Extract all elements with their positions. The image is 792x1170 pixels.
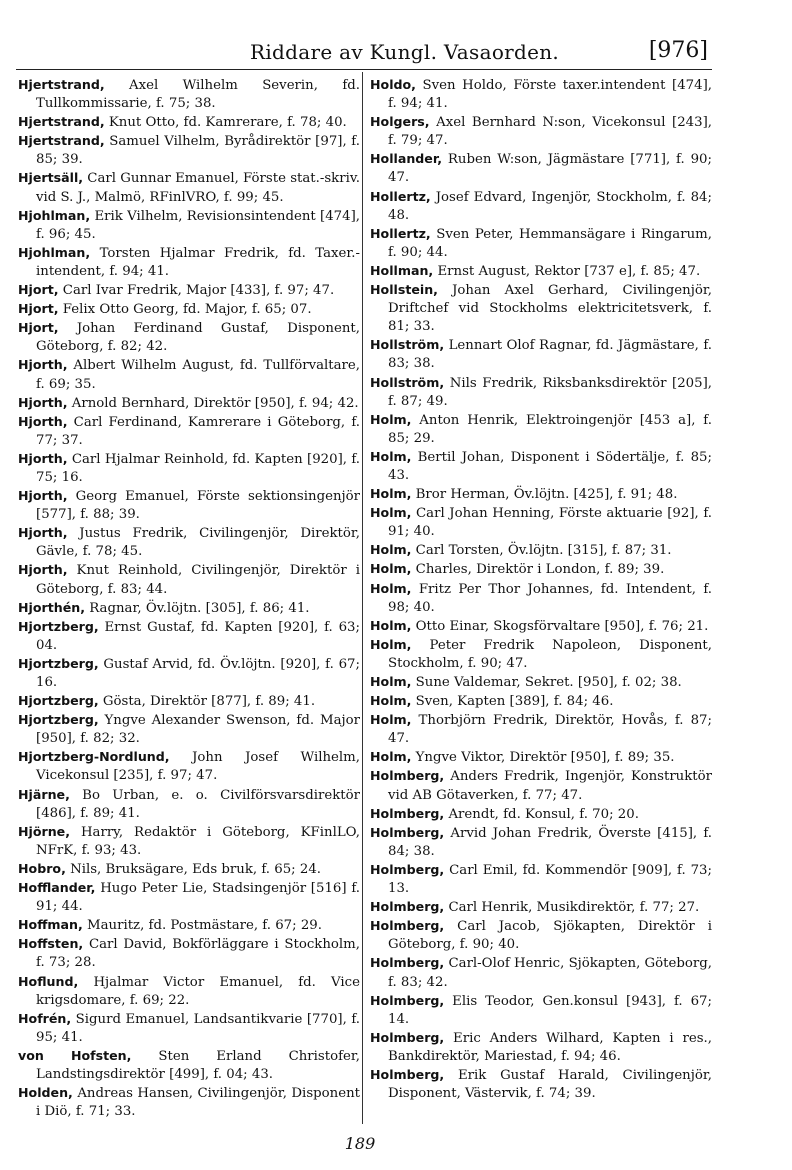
- entry-details: Otto Einar, Skogsförvaltare [950], f. 76; 21.: [415, 618, 709, 634]
- entry-surname: Hjorth,: [18, 450, 68, 466]
- entry-details: Carl Henrik, Musikdirektör, f. 77; 27.: [448, 900, 700, 916]
- register-entry: [370, 580, 712, 617]
- entry-surname: Holmberg,: [370, 899, 445, 915]
- entry-details: Arnold Bernhard, Direktör [950], f. 94; 42.: [71, 395, 359, 411]
- register-entry: [370, 711, 712, 748]
- entry-surname: Holm,: [370, 411, 412, 427]
- register-entry: [18, 76, 360, 113]
- entry-surname: Hjortzberg,: [18, 655, 99, 671]
- register-entry: [18, 973, 360, 1010]
- entry-details: Carl Ferdinand, Kamrerare i Göteborg, f. 77; 37.: [36, 414, 360, 448]
- register-entry: [18, 860, 360, 879]
- register-entry: [370, 824, 712, 861]
- entry-surname: Hoflund,: [18, 973, 79, 989]
- register-entry: [370, 861, 712, 898]
- register-entry: [370, 917, 712, 954]
- page-footer: [0, 1134, 720, 1153]
- entry-details: Thorbjörn Fredrik, Direktör, Hovås, f. 87; 47.: [388, 713, 712, 747]
- entry-details: Lennart Olof Ragnar, fd. Jägmästare, f. 83; 38.: [388, 338, 712, 372]
- register-entry: [18, 413, 360, 450]
- register-entry: [370, 113, 712, 150]
- register-entry: [370, 692, 712, 711]
- entry-details: Andreas Hansen, Civilingenjör, Disponent i Diö, f. 71; 33.: [36, 1086, 360, 1120]
- entry-surname: Holmberg,: [370, 955, 445, 971]
- entry-surname: Hjortzberg,: [18, 712, 99, 728]
- entry-surname: Hjorth,: [18, 488, 68, 504]
- entry-details: Anton Henrik, Elektroingenjör [453 a], f. 85; 29.: [388, 412, 712, 446]
- right-column: [370, 76, 712, 1103]
- entry-details: Nils, Bruksägare, Eds bruk, f. 65; 24.: [70, 861, 322, 877]
- register-entry: [370, 188, 712, 225]
- register-entry: [18, 561, 360, 598]
- register-entry: [18, 935, 360, 972]
- register-entry: [370, 748, 712, 767]
- entry-details: Gustaf Arvid, fd. Öv.löjtn. [920], f. 67; 16.: [36, 656, 360, 690]
- entry-surname: Holm,: [370, 486, 412, 502]
- entry-surname: Hjörne,: [18, 823, 71, 839]
- register-entry: [370, 541, 712, 560]
- entry-details: Elis Teodor, Gen.konsul [943], f. 67; 14.: [388, 993, 712, 1027]
- register-entry: [370, 1029, 712, 1066]
- entry-details: Anders Fredrik, Ingenjör, Konstruktör vid AB Götaverken, f. 77; 47.: [388, 769, 712, 803]
- register-entry: [370, 898, 712, 917]
- entry-details: Bror Herman, Öv.löjtn. [425], f. 91; 48.: [415, 487, 678, 503]
- entry-surname: Holm,: [370, 505, 412, 521]
- entry-surname: Holdo,: [370, 77, 416, 92]
- register-entry: [370, 262, 712, 281]
- entry-surname: Hollström,: [370, 337, 445, 353]
- entry-details: Peter Fredrik Napoleon, Disponent, Stockholm, f. 90; 47.: [388, 637, 712, 671]
- register-entry: [370, 636, 712, 673]
- entry-surname: Hjorth,: [18, 394, 68, 410]
- entry-surname: Holm,: [370, 636, 412, 652]
- entry-surname: Holm,: [370, 617, 412, 633]
- entry-surname: Hjorth,: [18, 525, 68, 541]
- entry-surname: Holgers,: [370, 114, 430, 130]
- register-entry: [18, 1084, 360, 1121]
- entry-surname: Holden,: [18, 1085, 73, 1101]
- register-entry: [18, 1047, 360, 1084]
- entry-surname: Hjorth,: [18, 562, 68, 578]
- entry-surname: Hofrén,: [18, 1010, 72, 1026]
- entry-details: Nils Fredrik, Riksbanksdirektör [205], f. 87; 49.: [388, 375, 712, 409]
- entry-surname: Hollertz,: [370, 225, 431, 241]
- entry-surname: Hollström,: [370, 374, 445, 390]
- entry-details: Gösta, Direktör [877], f. 89; 41.: [102, 694, 316, 710]
- register-entry: [18, 319, 360, 356]
- entry-details: Carl Torsten, Öv.löjtn. [315], f. 87; 31.: [415, 543, 672, 559]
- entry-details: Sten Erland Christofer, Landstingsdirektör [499], f. 04; 43.: [36, 1048, 360, 1082]
- register-entry: [18, 450, 360, 487]
- register-entry: [370, 225, 712, 262]
- entry-details: Yngve Alexander Swenson, fd. Major [950], f. 82; 32.: [36, 713, 360, 747]
- column-divider: [362, 72, 363, 1124]
- entry-details: Samuel Vilhelm, Byrådirektör [97], f. 85; 39.: [36, 134, 360, 168]
- entry-details: Eric Anders Wilhard, Kapten i res., Bankdirektör, Mariestad, f. 94; 46.: [388, 1030, 712, 1064]
- entry-details: Bo Urban, e. o. Civilförsvarsdirektör [486], f. 89; 41.: [36, 787, 360, 821]
- entry-details: Johan Ferdinand Gustaf, Disponent, Göteborg, f. 82; 42.: [36, 321, 360, 355]
- register-entry: [370, 76, 712, 113]
- register-entry: [370, 448, 712, 485]
- entry-surname: Hjorth,: [18, 357, 68, 373]
- entry-surname: Holm,: [370, 749, 412, 765]
- register-entry: [370, 805, 712, 824]
- register-entry: [18, 879, 360, 916]
- entry-surname: Hobro,: [18, 860, 66, 876]
- entry-details: Axel Bernhard N:son, Vicekonsul [243], f. 79; 47.: [388, 115, 712, 149]
- left-column: [18, 76, 360, 1121]
- entry-details: Mauritz, fd. Postmästare, f. 67; 29.: [87, 918, 322, 934]
- entry-details: Josef Edvard, Ingenjör, Stockholm, f. 84; 48.: [388, 189, 712, 223]
- entry-surname: Hofflander,: [18, 880, 96, 896]
- register-entry: [370, 150, 712, 187]
- register-entry: [18, 300, 360, 319]
- entry-surname: Holmberg,: [370, 1029, 445, 1045]
- entry-surname: Hoffsten,: [18, 936, 84, 952]
- entry-surname: Hjohlman,: [18, 244, 91, 260]
- register-entry: [18, 487, 360, 524]
- entry-details: Arvid Johan Fredrik, Överste [415], f. 84; 38.: [388, 825, 712, 859]
- entry-surname: Hjorth,: [18, 413, 68, 429]
- entry-surname: Holm,: [370, 674, 412, 689]
- register-entry: [18, 113, 360, 132]
- entry-surname: Holmberg,: [370, 992, 445, 1008]
- entry-surname: Holm,: [370, 448, 412, 464]
- entry-surname: Hjort,: [18, 320, 59, 336]
- register-entry: [18, 711, 360, 748]
- entry-details: Ragnar, Öv.löjtn. [305], f. 86; 41.: [89, 600, 310, 616]
- entry-surname: Hjort,: [18, 282, 59, 298]
- register-entry: [18, 524, 360, 561]
- register-entry: [18, 655, 360, 692]
- register-entry: [370, 485, 712, 504]
- entry-details: Albert Wilhelm August, fd. Tullförvaltare, f. 69; 35.: [36, 358, 360, 392]
- entry-surname: Hjortzberg,: [18, 693, 99, 709]
- register-entry: [18, 618, 360, 655]
- register-entry: [18, 244, 360, 281]
- register-entry: [370, 673, 712, 692]
- entry-details: Sven Peter, Hemmansägare i Ringarum, f. 90; 44.: [388, 226, 712, 260]
- entry-details: Ruben W:son, Jägmästare [771], f. 90; 47.: [388, 152, 712, 186]
- entry-surname: Holmberg,: [370, 1066, 445, 1082]
- entry-details: Johan Axel Gerhard, Civilingenjör, Driftchef vid Stockholms elektricitetsverk, f. 81; 33.: [388, 283, 712, 335]
- register-entry: [18, 823, 360, 860]
- entry-details: Felix Otto Georg, fd. Major, f. 65; 07.: [62, 302, 312, 318]
- entry-details: Carl Hjalmar Reinhold, fd. Kapten [920], f. 75; 16.: [36, 451, 360, 485]
- entry-surname: Holmberg,: [370, 918, 445, 934]
- entry-details: Sven, Kapten [389], f. 84; 46.: [415, 694, 614, 710]
- register-entry: [18, 132, 360, 169]
- entry-details: Carl Jacob, Sjökapten, Direktör i Göteborg, f. 90; 40.: [388, 919, 712, 953]
- entry-surname: Hjortzberg-Nordlund,: [18, 749, 170, 765]
- entry-surname: Hjertstrand,: [18, 133, 105, 149]
- register-entry: [370, 504, 712, 541]
- register-entry: [18, 356, 360, 393]
- entry-surname: Hollertz,: [370, 188, 431, 204]
- entry-details: Carl Johan Henning, Förste aktuarie [92], f. 91; 40.: [388, 506, 712, 540]
- entry-details: Carl David, Bokförläggare i Stockholm, f. 73; 28.: [36, 937, 360, 971]
- entry-surname: von Hofsten,: [18, 1047, 132, 1063]
- entry-surname: Hjertstrand,: [18, 77, 105, 92]
- register-entry: [18, 394, 360, 413]
- entry-details: Ernst Gustaf, fd. Kapten [920], f. 63; 04.: [36, 619, 360, 653]
- register-entry: [18, 281, 360, 300]
- register-entry: [18, 692, 360, 711]
- register-entry: [18, 1010, 360, 1047]
- entry-details: Yngve Viktor, Direktör [950], f. 89; 35.: [415, 750, 675, 766]
- entry-details: Ernst August, Rektor [737 e], f. 85; 47.: [437, 263, 701, 279]
- register-entry: [370, 954, 712, 991]
- entry-surname: Holm,: [370, 712, 412, 728]
- entry-surname: Holm,: [370, 542, 412, 558]
- entry-details: Carl Gunnar Emanuel, Förste stat.-skriv. vid S. J., Malmö, RFinlVRO, f. 99; 45.: [36, 171, 360, 205]
- entry-details: Carl-Olof Henric, Sjökapten, Göteborg, f. 83; 42.: [388, 956, 713, 990]
- register-entry: [370, 560, 712, 579]
- entry-details: Georg Emanuel, Förste sektionsingenjör [577], f. 88; 39.: [36, 489, 360, 523]
- entry-surname: Holmberg,: [370, 805, 445, 821]
- entry-surname: Hjärne,: [18, 786, 70, 802]
- page-header: [18, 38, 708, 68]
- entry-details: Sven Holdo, Förste taxer.intendent [474], f. 94; 41.: [388, 78, 712, 112]
- entry-surname: Holm,: [370, 561, 412, 577]
- entry-surname: Holmberg,: [370, 861, 445, 877]
- entry-surname: Hjertsäll,: [18, 170, 84, 186]
- entry-details: Erik Vilhelm, Revisionsintendent [474], f. 96; 45.: [36, 208, 360, 242]
- entry-surname: Holm,: [370, 693, 412, 709]
- register-entry: [370, 374, 712, 411]
- register-entry: [370, 992, 712, 1029]
- entry-details: Carl Ivar Fredrik, Major [433], f. 97; 47.: [62, 283, 335, 299]
- header-rule: [16, 69, 712, 70]
- entry-details: Hjalmar Victor Emanuel, fd. Vice krigsdomare, f. 69; 22.: [36, 974, 360, 1008]
- page-number: 189: [344, 1134, 376, 1153]
- entry-surname: Hollander,: [370, 151, 442, 167]
- register-entry: [370, 281, 712, 336]
- entry-surname: Hjohlman,: [18, 207, 91, 223]
- entry-surname: Hoffman,: [18, 917, 83, 933]
- register-entry: [18, 786, 360, 823]
- running-title: Riddare av Kungl. Vasaorden.: [250, 40, 560, 64]
- entry-surname: Hjertstrand,: [18, 114, 105, 130]
- entry-details: Bertil Johan, Disponent i Södertälje, f. 85; 43.: [388, 449, 712, 483]
- register-entry: [370, 767, 712, 804]
- register-entry: [370, 336, 712, 373]
- entry-details: Charles, Direktör i London, f. 89; 39.: [415, 562, 665, 578]
- entry-details: Justus Fredrik, Civilingenjör, Direktör, Gävle, f. 78; 45.: [36, 526, 361, 560]
- entry-surname: Hjortzberg,: [18, 618, 99, 634]
- register-entry: [370, 617, 712, 636]
- register-entry: [18, 748, 360, 785]
- entry-details: Knut Reinhold, Civilingenjör, Direktör i Göteborg, f. 83; 44.: [36, 563, 360, 597]
- entry-details: Harry, Redaktör i Göteborg, KFinlLO, NFrK, f. 93; 43.: [36, 824, 360, 858]
- entry-details: Carl Emil, fd. Kommendör [909], f. 73; 13.: [388, 862, 712, 897]
- bracket-page-number: [976]: [648, 38, 708, 63]
- entry-surname: Hjort,: [18, 301, 59, 317]
- entry-surname: Holmberg,: [370, 768, 445, 784]
- entry-details: John Josef Wilhelm, Vicekonsul [235], f. 97; 47.: [36, 750, 360, 784]
- register-entry: [18, 207, 360, 244]
- entry-surname: Hollstein,: [370, 282, 438, 298]
- register-entry: [18, 169, 360, 206]
- register-entry: [370, 411, 712, 448]
- entry-details: Arendt, fd. Konsul, f. 70; 20.: [448, 806, 639, 822]
- entry-details: Hugo Peter Lie, Stadsingenjör [516] f. 91; 44.: [36, 881, 360, 915]
- entry-details: Sigurd Emanuel, Landsantikvarie [770], f. 95; 41.: [36, 1011, 360, 1045]
- entry-surname: Holm,: [370, 580, 412, 596]
- entry-details: Fritz Per Thor Johannes, fd. Intendent, f. 98; 40.: [388, 581, 712, 615]
- register-entry: [18, 916, 360, 935]
- entry-surname: Hollman,: [370, 262, 434, 278]
- entry-details: Torsten Hjalmar Fredrik, fd. Taxer.-intendent, f. 94; 41.: [36, 245, 360, 279]
- entry-details: Knut Otto, fd. Kamrerare, f. 78; 40.: [108, 115, 347, 131]
- entry-details: Sune Valdemar, Sekret. [950], f. 02; 38.: [415, 675, 682, 690]
- entry-details: Erik Gustaf Harald, Civilingenjör, Disponent, Västervik, f. 74; 39.: [388, 1067, 712, 1102]
- entry-surname: Holmberg,: [370, 824, 445, 840]
- register-entry: [370, 1066, 712, 1103]
- register-entry: [18, 599, 360, 618]
- entry-surname: Hjorthén,: [18, 599, 85, 615]
- entry-details: Axel Wilhelm Severin, fd. Tullkommissarie, f. 75; 38.: [36, 78, 360, 112]
